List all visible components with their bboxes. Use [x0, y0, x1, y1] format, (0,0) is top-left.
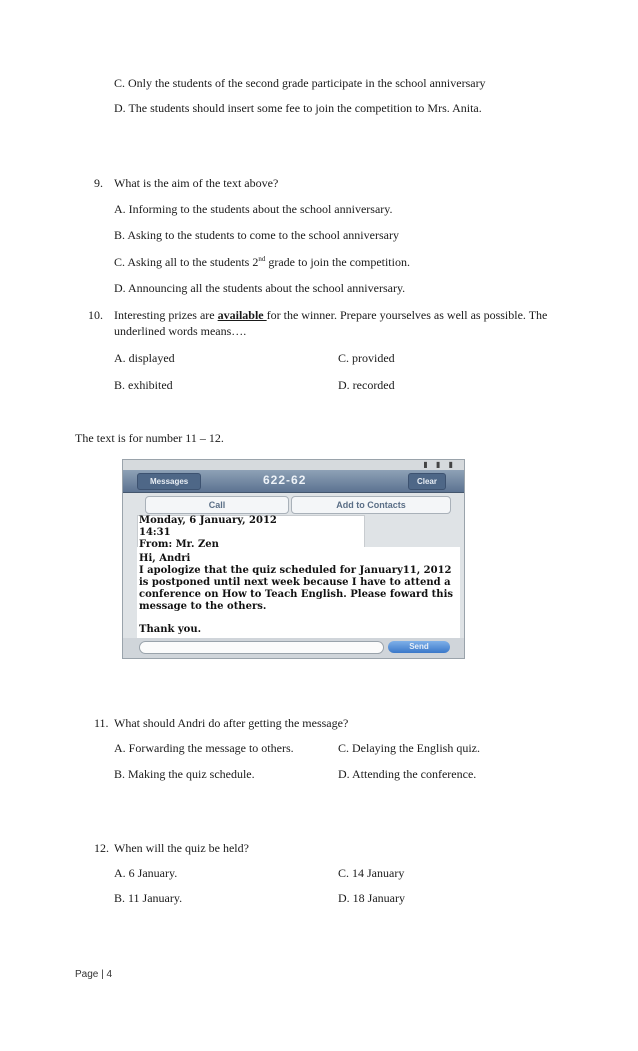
q10-question-line1	[114, 308, 547, 323]
q12-option-c: C. 14 January	[338, 866, 405, 880]
q10-question-line2: underlined words means….	[114, 324, 247, 338]
q10-option-c: C. provided	[338, 351, 395, 365]
q9-option-c-rest: grade to join the competition.	[265, 255, 410, 269]
q9-number: 9.	[94, 176, 103, 190]
q10-option-b: B. exhibited	[114, 378, 173, 392]
message-line-3: conference on How to Teach English. Please foward this	[139, 589, 454, 600]
q11-option-b: B. Making the quiz schedule.	[114, 767, 255, 781]
q9-option-a: A. Informing to the students about the school anniversary.	[114, 202, 393, 216]
contact-number-title: 622-62	[263, 473, 307, 487]
message-time: 14:31	[139, 527, 171, 538]
q10-underlined-word: available	[217, 308, 267, 322]
messages-back-button: Messages	[137, 473, 201, 490]
q10-text-post: for the winner. Prepare yourselves as well as possible. The	[266, 308, 548, 322]
call-button: Call	[145, 496, 289, 514]
q10-option-d: D. recorded	[338, 378, 395, 392]
phone-status-bar	[123, 460, 464, 470]
message-line-2: is postponed until next week because I have to attend a	[139, 577, 451, 588]
q9-option-c-sup: nd	[258, 255, 266, 263]
send-button: Send	[388, 641, 450, 653]
message-line-1: I apologize that the quiz scheduled for January11, 2012	[139, 565, 452, 576]
q10-text-pre: Interesting prizes are	[114, 308, 218, 322]
message-date: Monday, 6 January, 2012	[139, 515, 277, 526]
q10-option-a: A. displayed	[114, 351, 175, 365]
q11-number: 11.	[94, 716, 109, 730]
message-line-4: message to the others.	[139, 601, 267, 612]
add-to-contacts-button: Add to Contacts	[291, 496, 451, 514]
q10-number: 10.	[88, 308, 103, 322]
q11-question: What should Andri do after getting the message?	[114, 716, 349, 730]
phone-nav-bar	[123, 470, 464, 493]
text-intro-11-12: The text is for number 11 – 12.	[75, 431, 224, 445]
sms-screenshot	[122, 459, 465, 659]
q12-option-b: B. 11 January.	[114, 891, 183, 905]
status-icons: ▮ ▮ ▮	[423, 460, 456, 469]
compose-input	[139, 641, 384, 654]
q12-number: 12.	[94, 841, 109, 855]
q9-option-b: B. Asking to the students to come to the school anniversary	[114, 228, 399, 242]
clear-button: Clear	[408, 473, 446, 490]
q9-option-c-text: C. Asking all to the students 2	[114, 255, 259, 269]
q9-question: What is the aim of the text above?	[114, 176, 279, 190]
page-number-footer: Page | 4	[75, 969, 113, 980]
q8-option-d: D. The students should insert some fee to join the competition to Mrs. Anita.	[114, 101, 482, 115]
q12-question: When will the quiz be held?	[114, 841, 249, 855]
q12-option-a: A. 6 January.	[114, 866, 178, 880]
q11-option-c: C. Delaying the English quiz.	[338, 741, 480, 755]
q9-option-c	[114, 255, 410, 270]
message-closing: Thank you.	[139, 624, 202, 635]
q8-option-c: C. Only the students of the second grade participate in the school anniversary	[114, 76, 486, 90]
q12-option-d: D. 18 January	[338, 891, 405, 905]
message-greeting: Hi, Andri	[139, 553, 191, 564]
q11-option-a: A. Forwarding the message to others.	[114, 741, 294, 755]
q9-option-d: D. Announcing all the students about the school anniversary.	[114, 281, 406, 295]
message-from: From: Mr. Zen	[139, 539, 219, 550]
q11-option-d: D. Attending the conference.	[338, 767, 477, 781]
